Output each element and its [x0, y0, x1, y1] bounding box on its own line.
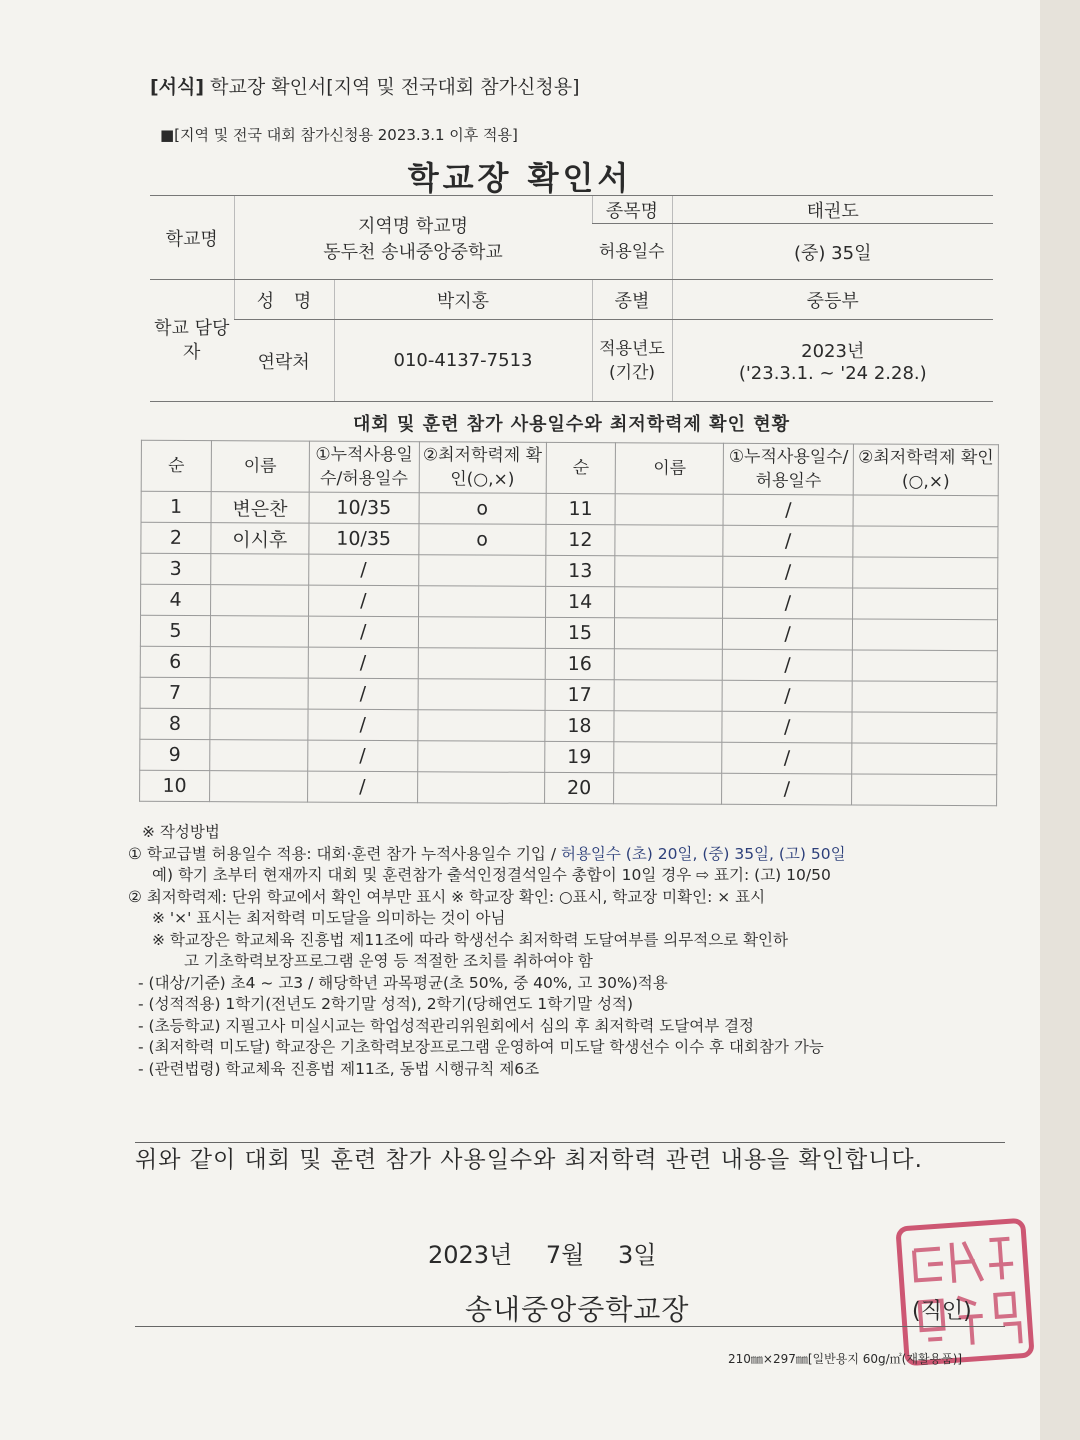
- cell-no: 11: [546, 493, 616, 524]
- cell-name: [614, 742, 722, 774]
- year-label: 적용년도 (기간): [592, 320, 672, 402]
- cell-days: /: [308, 616, 418, 648]
- header-days: ①누적사용일수/허용일수: [309, 441, 419, 493]
- cell-check: [852, 712, 997, 744]
- cell-name: [614, 773, 722, 805]
- document-date: 2023년 7월 3일: [428, 1241, 657, 1269]
- sub-label: ■[지역 및 전국 대회 참가신청용 2023.3.1 이후 적용]: [160, 126, 518, 144]
- cell-name: 변은찬: [211, 492, 309, 524]
- cell-days: /: [722, 680, 852, 712]
- cell-days: /: [308, 678, 418, 710]
- table-row: [140, 677, 997, 712]
- cell-check: [853, 557, 998, 589]
- school-name-line2: 동두천 송내중앙중학교: [323, 241, 503, 263]
- cell-check: [418, 679, 545, 711]
- note-2: ② 최저학력제: 단위 학교에서 확인 여부만 표시 ※ 학교장 확인: ○표시, 학교장 미확인: × 표시: [128, 887, 766, 906]
- cell-check: o: [419, 524, 546, 556]
- cell-check: [417, 772, 544, 804]
- confirm-statement: 위와 같이 대회 및 훈련 참가 사용일수와 최저학력 관련 내용을 확인합니다.: [135, 1147, 923, 1173]
- divider-bottom: [135, 1326, 1005, 1327]
- paper-size-note: 210㎜×297㎜[일반용지 60g/㎡(재활용품)]: [728, 1352, 963, 1366]
- cell-days: /: [722, 711, 852, 743]
- table-row: [141, 584, 998, 619]
- cell-days: /: [308, 740, 418, 772]
- table-row: [141, 491, 998, 526]
- cell-no: 20: [544, 772, 614, 803]
- usage-section-title: 대회 및 훈련 참가 사용일수와 최저학력제 확인 현황: [352, 414, 790, 435]
- cell-check: o: [419, 493, 546, 525]
- cell-check: [418, 648, 545, 680]
- cell-name: [615, 618, 723, 650]
- cell-name: [615, 649, 723, 681]
- table-row: [141, 553, 998, 588]
- note-1-text: ① 학교급별 허용일수 적용: 대회·훈련 참가 누적사용일수 기입 /: [128, 844, 561, 863]
- cell-days: 10/35: [309, 492, 419, 524]
- cell-days: /: [723, 618, 853, 650]
- notes-heading: ※ 작성방법: [142, 823, 220, 841]
- division-label: 종별: [592, 280, 672, 320]
- cell-name: [210, 647, 308, 679]
- cell-no: 16: [545, 648, 615, 679]
- cell-days: 10/35: [309, 523, 419, 555]
- cell-no: 2: [141, 522, 211, 553]
- table-row: [140, 646, 997, 681]
- cell-days: /: [723, 587, 853, 619]
- cell-no: 17: [545, 679, 615, 710]
- cell-name: [210, 678, 308, 710]
- detail-4: - (최저학력 미도달) 학교장은 기초학력보장프로그램 운영하여 미도달 학생선수 이수 후 대회참가 가능: [138, 1038, 824, 1056]
- cell-no: 1: [141, 491, 211, 522]
- note-1-example: 예) 학기 초부터 현재까지 대회 및 훈련참가 출석인정결석일수 총합이 10일 경우 ⇨ 표기: (고) 10/50: [152, 866, 831, 884]
- school-name-label: 학교명: [150, 196, 234, 280]
- cell-no: 5: [140, 615, 210, 646]
- sport-label: 종목명: [592, 196, 672, 224]
- background-paper-edge: [1040, 0, 1080, 1440]
- detail-2: - (성적적용) 1학기(전년도 2학기말 성적), 2학기(당해연도 1학기말 성적): [138, 995, 634, 1013]
- cell-name: [615, 525, 723, 557]
- cell-name: [614, 711, 722, 743]
- seal-pattern-icon: [901, 1223, 1030, 1361]
- cell-days: /: [722, 773, 852, 805]
- detail-1: - (대상/기준) 초4 ~ 고3 / 해당학년 과목평균(초 50%, 중 40%, 고 30%)적용: [138, 973, 668, 992]
- header-no: 순: [546, 442, 616, 493]
- cell-name: [210, 740, 308, 772]
- cell-name: [615, 680, 723, 712]
- cell-name: [211, 554, 309, 586]
- note-3: ※ '×' 표시는 최저학력 미도달을 의미하는 것이 아님: [152, 909, 506, 927]
- cell-name: [209, 771, 307, 803]
- cell-name: [615, 494, 723, 526]
- document-title: 학교장 확인서: [407, 159, 633, 197]
- cell-no: 14: [545, 586, 615, 617]
- cell-no: 6: [140, 646, 210, 677]
- school-name-line1: 지역명 학교명: [357, 215, 469, 237]
- cell-days: /: [722, 742, 852, 774]
- info-table: [150, 195, 993, 402]
- table-row: [140, 708, 997, 743]
- cell-days: /: [723, 494, 853, 526]
- notes-section: [128, 822, 1008, 1080]
- usage-table: [139, 440, 999, 806]
- table-row: [140, 770, 997, 805]
- cell-check: [852, 619, 997, 651]
- year-cell: [672, 320, 993, 402]
- cell-check: [418, 555, 545, 587]
- allowed-days-label: 허용일수: [592, 224, 672, 280]
- cell-name: [210, 709, 308, 741]
- cell-check: [418, 617, 545, 649]
- header-check: ②최저학력제 확인(○,×): [419, 442, 546, 494]
- cell-no: 7: [140, 677, 210, 708]
- cell-no: 12: [545, 524, 615, 555]
- manager-label: 학교 담당자: [150, 280, 234, 402]
- cell-check: [853, 588, 998, 620]
- table-row: [140, 615, 997, 650]
- cell-days: /: [723, 649, 853, 681]
- cell-check: [853, 495, 998, 527]
- cell-name: [615, 587, 723, 619]
- contact-value: 010-4137-7513: [334, 320, 592, 402]
- cell-days: /: [308, 585, 418, 617]
- cell-check: [852, 743, 997, 775]
- cell-check: [852, 681, 997, 713]
- official-seal-stamp: [895, 1218, 1034, 1367]
- note-1-allowed-days: 허용일수 (초) 20일, (중) 35일, (고) 50일: [560, 844, 846, 863]
- detail-5: - (관련법령) 학교체육 진흥법 제11조, 동법 시행규칙 제6조: [138, 1059, 540, 1078]
- form-label-bracket: [서식]: [150, 76, 205, 98]
- cell-check: [853, 526, 998, 558]
- cell-check: [418, 710, 545, 742]
- header-check: ②최저학력제 확인(○,×): [853, 444, 998, 496]
- cell-name: 이시후: [211, 523, 309, 555]
- form-label: [150, 72, 579, 99]
- cell-days: /: [723, 525, 853, 557]
- table-row: [141, 522, 998, 557]
- contact-label: 연락처: [234, 320, 334, 402]
- cell-check: [417, 741, 544, 773]
- cell-days: /: [307, 771, 417, 803]
- note-1: [128, 844, 1008, 866]
- cell-no: 15: [545, 617, 615, 648]
- detail-3: - (초등학교) 지필고사 미실시교는 학업성적관리위원회에서 심의 후 최저학력 도달여부 결정: [138, 1016, 755, 1035]
- cell-check: [852, 774, 997, 806]
- header-name: 이름: [616, 443, 724, 495]
- note-4b: 고 기초학력보장프로그램 운영 등 적절한 조치를 취하여야 함: [184, 952, 593, 970]
- cell-no: 4: [141, 584, 211, 615]
- header-days: ①누적사용일수/허용일수: [723, 443, 853, 495]
- note-4a: ※ 학교장은 학교체육 진흥법 제11조에 따라 학생선수 최저학력 도달여부를 의무적으로 확인하: [152, 930, 788, 949]
- cell-days: /: [308, 554, 418, 586]
- cell-days: /: [308, 647, 418, 679]
- cell-no: 9: [140, 739, 210, 770]
- table-row: [140, 739, 997, 774]
- allowed-days-value: (중) 35일: [672, 224, 993, 280]
- principal-name: 송내중앙중학교장: [465, 1293, 690, 1326]
- year-period: ('23.3.1. ~ '24 2.28.): [738, 363, 927, 384]
- cell-days: /: [723, 556, 853, 588]
- year-value: 2023년: [801, 341, 865, 362]
- cell-no: 3: [141, 553, 211, 584]
- cell-name: [210, 616, 308, 648]
- cell-no: 19: [544, 741, 614, 772]
- cell-check: [852, 650, 997, 682]
- school-name-cell: [234, 196, 592, 280]
- header-no: 순: [141, 440, 211, 491]
- cell-days: /: [308, 709, 418, 741]
- name-label: 성 명: [234, 280, 334, 320]
- name-value: 박지홍: [334, 280, 592, 320]
- division-value: 중등부: [672, 280, 993, 320]
- cell-name: [615, 556, 723, 588]
- cell-no: 13: [545, 555, 615, 586]
- seal-label: (직인): [912, 1299, 972, 1324]
- cell-check: [418, 586, 545, 618]
- cell-no: 10: [140, 770, 210, 801]
- cell-no: 8: [140, 708, 210, 739]
- cell-name: [210, 585, 308, 617]
- header-name: 이름: [211, 441, 309, 493]
- form-label-text: 학교장 확인서[지역 및 전국대회 참가신청용]: [210, 76, 580, 98]
- cell-no: 18: [544, 710, 614, 741]
- sport-value: 태권도: [672, 196, 993, 224]
